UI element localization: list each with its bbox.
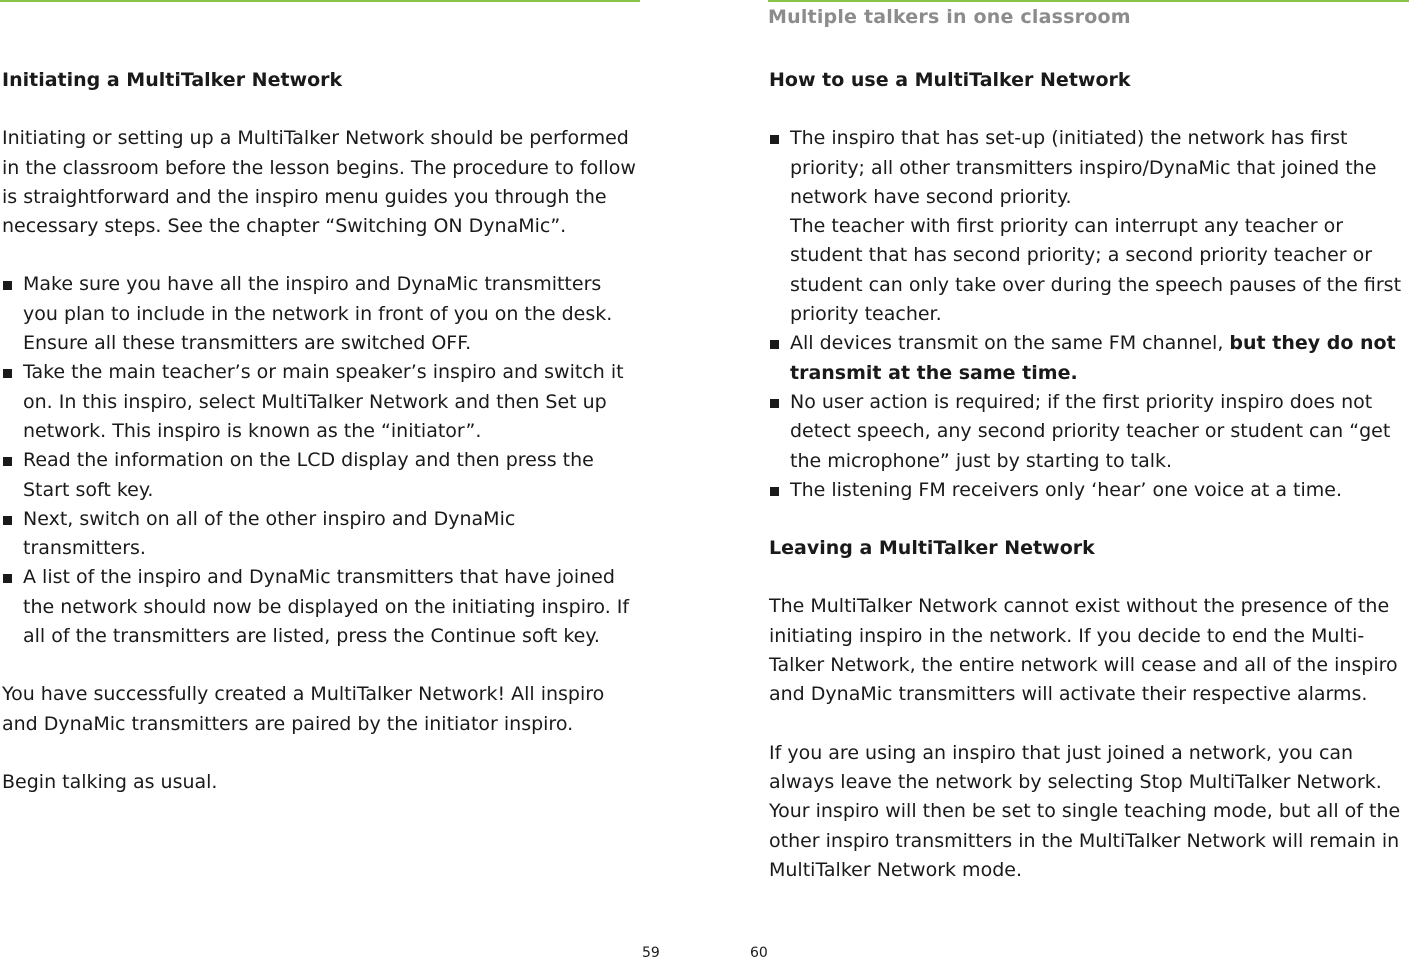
left-page-column — [2, 66, 642, 826]
list-item-text: Make sure you have all the inspiro and DynaMic transmitters you plan to include in the network in front of you on the desk. Ensure all these transmitters are switched OFF. — [23, 273, 613, 355]
leaving-paragraph-2: If you are using an inspiro that just joined a network, you can always leave the network by selecting Stop MultiTalker Network. Your inspiro will then be set to single teaching mode, but all of the other inspiro transmitters in the MultiTalker Network will remain in MultiTalker Network mode. — [769, 741, 1401, 881]
bullet-square-icon — [770, 399, 779, 408]
bullet-square-icon — [3, 281, 12, 290]
list-item — [2, 563, 642, 651]
success-paragraph: You have successfully created a MultiTalker Network! All inspiro and DynaMic transmitters are paired by the initiator inspiro. — [2, 683, 605, 735]
list-item-text: A list of the inspiro and DynaMic transmitters that have joined the network should now be displayed on the initiating inspiro. If all of the transmitters are listed, press the Continue soft key. — [23, 566, 630, 648]
list-item — [769, 124, 1409, 329]
right-page-column — [769, 66, 1409, 914]
bullet-square-icon — [3, 516, 12, 525]
intro-paragraph: Initiating or setting up a MultiTalker Network should be performed in the classroom before the lesson begins. The procedure to follow is straightforward and the inspiro menu guides you through the necessary steps. See the chapter “Switching ON DynaMic”. — [2, 127, 636, 238]
bullet-square-icon — [770, 135, 779, 144]
list-item-text: Take the main teacher’s or main speaker’s inspiro and switch it on. In this inspiro, select MultiTalker Network and then Set up network. This inspiro is known as the “initiator”. — [23, 361, 624, 442]
heading-initiating: Initiating a MultiTalker Network — [2, 69, 343, 91]
list-item-text: No user action is required; if the first priority inspiro does not detect speech, any second priority teacher or student can “get the microphone” just by starting to talk. — [790, 390, 1391, 472]
section-label: Multiple talkers in one classroom — [768, 6, 1131, 28]
list-item — [2, 358, 642, 446]
heading-leaving: Leaving a MultiTalker Network — [769, 537, 1095, 560]
left-page-top-rule — [0, 0, 640, 2]
list-item-text: The listening FM receivers only ‘hear’ one voice at a time. — [790, 478, 1343, 501]
list-item-emphasis: but they do not transmit at the same time. — [790, 332, 1396, 384]
bullet-square-icon — [3, 457, 12, 466]
right-page-top-rule — [768, 0, 1409, 2]
usage-list — [769, 124, 1409, 505]
list-item-text: Next, switch on all of the other inspiro and DynaMic transmitters. — [23, 507, 516, 560]
list-item — [769, 476, 1409, 505]
list-item — [769, 329, 1409, 388]
list-item — [769, 388, 1409, 476]
list-item-text: The inspiro that has set-up (initiated) the network has first priority; all other transmitters inspiro/DynaMic that joined the network have second priority. — [790, 127, 1377, 208]
page-number-left: 59 — [642, 945, 660, 961]
page-number-right: 60 — [750, 945, 768, 961]
bullet-square-icon — [770, 487, 779, 496]
list-item — [2, 446, 642, 505]
bullet-square-icon — [3, 369, 12, 378]
bullet-square-icon — [3, 574, 12, 583]
list-item — [2, 270, 642, 358]
leaving-paragraph-1: The MultiTalker Network cannot exist without the presence of the initiating inspiro in the network. If you decide to end the Multi-Talker Network, the entire network will cease and all of the inspiro and DynaMic transmitters will activate their respective alarms. — [769, 595, 1398, 706]
list-item-text: All devices transmit on the same FM channel, — [790, 332, 1230, 355]
heading-how-to-use: How to use a MultiTalker Network — [769, 69, 1131, 91]
closing-paragraph: Begin talking as usual. — [2, 770, 218, 793]
setup-steps-list — [2, 270, 642, 651]
list-item-text-continued: The teacher with first priority can interrupt any teacher or student that has second priority; a second priority teacher or student can only take over during the speech pauses of the first priority teacher. — [790, 215, 1402, 326]
list-item-text: Read the information on the LCD display and then press the Start soft key. — [23, 449, 594, 501]
list-item — [2, 505, 642, 564]
bullet-square-icon — [770, 340, 779, 349]
